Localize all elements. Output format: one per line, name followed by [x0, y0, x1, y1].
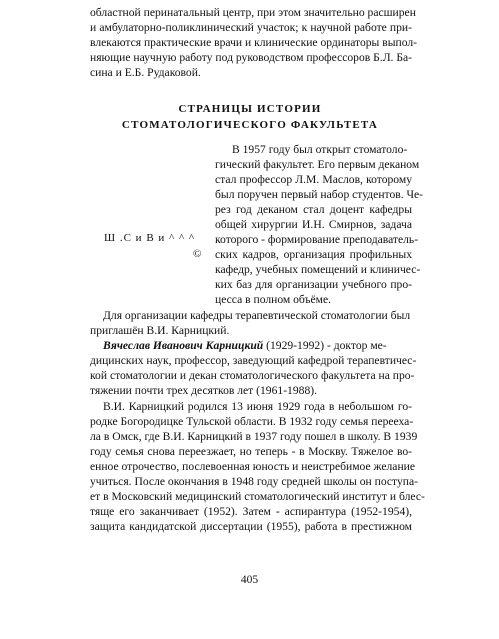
paragraph-line: родке Богородицке Тульской области. В 1932 году семья перееха-: [90, 415, 414, 428]
paragraph-line: тяжении почти трех десятков лет (1961-1988).: [90, 384, 318, 397]
column-line: был поручен первый набор студентов. Че-: [215, 188, 424, 201]
figure-caption: Ш .С и В и ^ ^ ^: [104, 232, 196, 244]
column-line: рез год деканом стал доцент кафедры: [215, 203, 412, 216]
column-line: ких баз для организации учебного про-: [215, 278, 412, 291]
paragraph-line: приглашён В.И. Карницкий.: [90, 324, 230, 337]
column-line: ских кадров, организация профильных: [215, 248, 412, 261]
section-title-line-1: СТРАНИЦЫ ИСТОРИИ: [178, 103, 322, 115]
column-line: стал профессор Л.М. Маслов, которому: [215, 173, 412, 186]
paragraph-line: [103, 339, 412, 354]
column-line: гический факультет. Его первым деканом: [215, 158, 420, 171]
paragraph-line: кой стоматологии и декан стоматологического факультета на про-: [90, 369, 415, 382]
paragraph-line: ет в Московский медицинский стоматологический институт и блес-: [90, 490, 425, 503]
column-line: которого - формирование преподаватель-: [215, 233, 419, 246]
paragraph-line: ла в Омск, где В.И. Карницкий в 1937 году пошел в школу. В 1939: [90, 430, 418, 443]
column-line: цесса в полном объёме.: [215, 293, 332, 306]
page-number: 405: [240, 574, 259, 586]
intro-line: областной перинатальный центр, при этом значительно расширен: [90, 6, 416, 19]
column-line: общей хирургии И.Н. Смирнов, задача: [215, 218, 412, 231]
paragraph-line: енное отрочество, послевоенная юность и неистребимое желание: [90, 460, 415, 473]
paragraph-line: В.И. Карницкий родился 13 июня 1929 года в небольшом го-: [103, 400, 412, 413]
intro-line: сина и Е.Б. Рудаковой.: [90, 66, 201, 79]
section-title-line-2: СТОМАТОЛОГИЧЕСКОГО ФАКУЛЬТЕТА: [121, 119, 379, 131]
paragraph-line: тяще его заканчивает (1952). Затем - аспирантура (1952-1954),: [90, 505, 412, 518]
paragraph-line-rest: (1929-1992) - доктор ме-: [263, 339, 387, 352]
column-line: В 1957 году был открыт стоматоло-: [232, 143, 408, 156]
person-name: Вячеслав Иванович Карницкий: [103, 339, 264, 352]
copyright-mark: ©: [193, 248, 202, 260]
paragraph-line: Для организации кафедры терапевтической стоматологии был: [103, 309, 411, 322]
paragraph-line: году семья снова переезжает, но теперь - в Москву. Тяжелое во-: [90, 445, 412, 458]
intro-line: и амбулаторно-поликлинический участок; к научной работе при-: [90, 21, 412, 34]
intro-line: влекаются практические врачи и клинические ординаторы выпол-: [90, 36, 418, 49]
intro-line: няющие научную работу под руководством профессоров Б.Л. Ба-: [90, 51, 413, 64]
paragraph-line: дицинских наук, профессор, заведующий кафедрой терапевтичес-: [90, 354, 417, 367]
column-line: кафедр, учебных помещений и клиничес-: [215, 263, 421, 276]
paragraph-line: учиться. После окончания в 1948 году средней школы он поступа-: [90, 475, 418, 488]
paragraph-line: защита кандидатской диссертации (1955), работа в престижном: [90, 520, 412, 533]
